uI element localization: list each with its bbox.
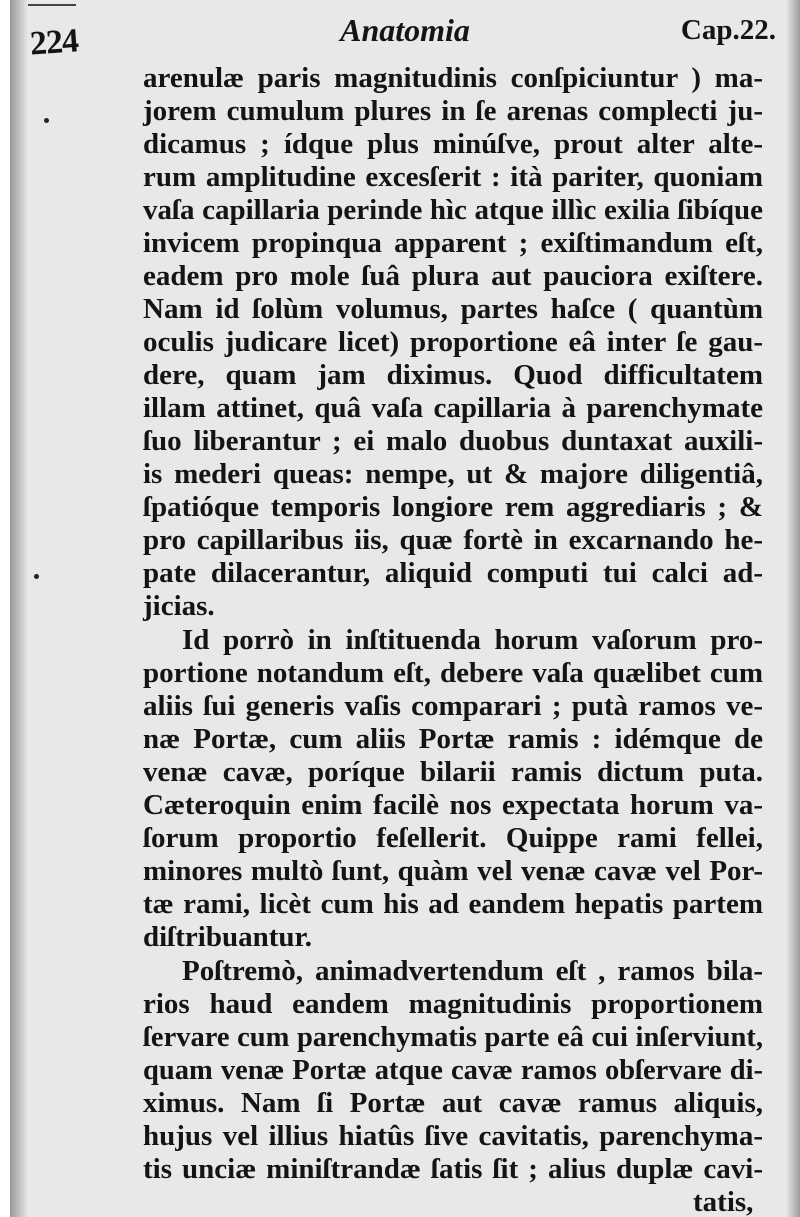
text-line: Poſtremò, animadvertendum eſt , ramos bila- bbox=[182, 955, 763, 987]
text-line: næ Portæ, cum aliis Portæ ramis : idémque de bbox=[143, 723, 763, 755]
running-title: Anatomia bbox=[340, 12, 470, 48]
text-line: ximus. Nam ſi Portæ aut cavæ ramus aliquis, bbox=[143, 1087, 763, 1119]
text-line: Nam id ſolùm volumus, partes haſce ( quantùm bbox=[143, 293, 763, 325]
margin-mark bbox=[44, 118, 49, 123]
text-line: pate dilacerantur, aliquid computi tui calci ad- bbox=[143, 557, 763, 589]
text-line: rum amplitudine excesſerit : ità pariter, quoniam bbox=[143, 161, 763, 193]
text-line: pro capillaribus iis, quæ fortè in excarnando he- bbox=[143, 524, 763, 556]
text-line: diſtribuantur. bbox=[143, 921, 312, 953]
text-line: ſpatióque temporis longiore rem aggrediaris ; & bbox=[143, 491, 763, 523]
text-line: minores multò ſunt, quàm vel venæ cavæ vel Por- bbox=[143, 855, 763, 887]
text-line: jorem cumulum plures in ſe arenas complecti ju- bbox=[143, 95, 763, 127]
text-line: tis unciæ miniſtrandæ ſatis ſit ; alius duplæ cavi- bbox=[143, 1153, 763, 1185]
text-line: ſorum proportio feſellerit. Quippe rami fellei, bbox=[143, 822, 763, 854]
catchword: tatis, bbox=[693, 1186, 754, 1217]
text-line: dicamus ; ídque plus minúſve, prout alter alte- bbox=[143, 128, 763, 160]
text-line: illam attinet, quâ vaſa capillaria à parenchymate bbox=[143, 392, 763, 424]
text-line: invicem propinqua apparent ; exiſtimandum eſt, bbox=[143, 227, 763, 259]
text-line: tæ rami, licèt cum his ad eandem hepatis partem bbox=[143, 888, 763, 920]
text-line: rios haud eandem magnitudinis proportionem bbox=[143, 988, 763, 1020]
header-rule bbox=[28, 4, 76, 6]
text-line: arenulæ paris magnitudinis conſpiciuntur ) ma- bbox=[143, 62, 763, 94]
text-line: Id porrò in inſtituenda horum vaſorum pro- bbox=[182, 624, 763, 656]
page-number: 224 bbox=[28, 22, 80, 63]
text-line: portione notandum eſt, debere vaſa quælibet cum bbox=[143, 657, 763, 689]
text-line: ſuo liberantur ; ei malo duobus duntaxat auxili- bbox=[143, 425, 763, 457]
text-line: Cæteroquin enim facilè nos expectata horum va- bbox=[143, 789, 763, 821]
text-line: hujus vel illius hiatûs ſive cavitatis, parenchyma- bbox=[143, 1120, 763, 1152]
margin-mark bbox=[34, 574, 39, 579]
text-line: ſervare cum parenchymatis parte eâ cui inſerviunt, bbox=[143, 1022, 763, 1053]
text-line: is mederi queas: nempe, ut & majore diligentiâ, bbox=[143, 458, 763, 490]
text-line: eadem pro mole ſuâ plura aut pauciora exiſtere. bbox=[143, 260, 763, 292]
text-line: quam venæ Portæ atque cavæ ramos obſervare di- bbox=[143, 1055, 763, 1086]
text-line: venæ cavæ, poríque bilarii ramis dictum puta. bbox=[143, 756, 763, 788]
text-line: oculis judicare licet) proportione eâ inter ſe gau- bbox=[143, 326, 763, 358]
page-header bbox=[10, 12, 800, 63]
text-line: vaſa capillaria perinde hìc atque illìc exilia ſibíque bbox=[143, 194, 763, 226]
text-line: dere, quam jam diximus. Quod difficultatem bbox=[143, 359, 763, 391]
book-page bbox=[10, 0, 800, 1217]
chapter-label: Cap.22. bbox=[680, 14, 776, 46]
text-line: aliis ſui generis vaſis comparari ; putà ramos ve- bbox=[143, 690, 763, 722]
text-line: jicias. bbox=[143, 590, 215, 622]
